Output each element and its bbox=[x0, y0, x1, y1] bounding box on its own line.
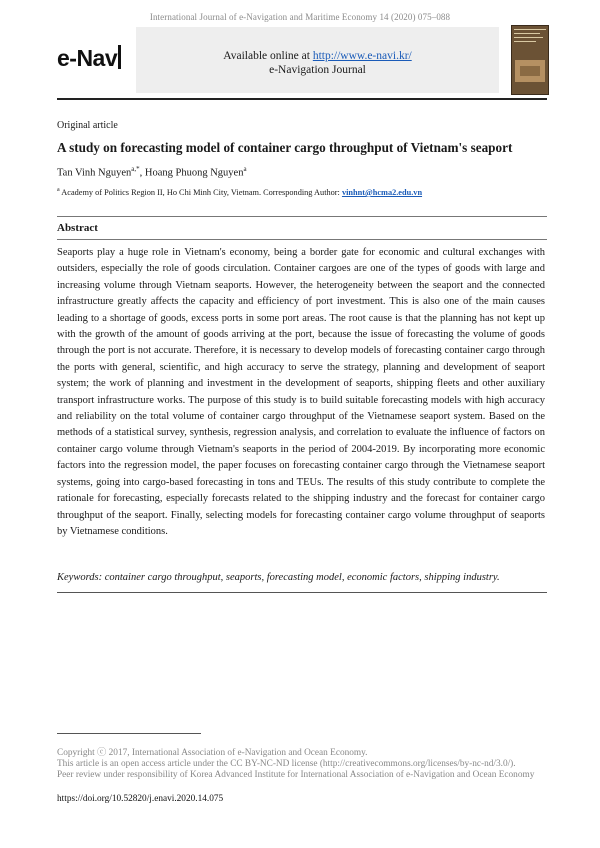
keywords: Keywords: container cargo throughput, seaports, forecasting model, economic factors, shipping industry. bbox=[57, 572, 500, 583]
masthead-divider bbox=[57, 98, 547, 100]
author-name: Hoang Phuong Nguyen bbox=[144, 167, 244, 179]
article-type: Original article bbox=[57, 120, 118, 131]
article-title: A study on forecasting model of container cargo throughput of Vietnam's seaport bbox=[57, 140, 513, 155]
running-head: International Journal of e-Navigation and Maritime Economy 14 (2020) 075–088 bbox=[149, 12, 451, 22]
doi-link[interactable]: https://doi.org/10.52820/j.enavi.2020.14.075 bbox=[57, 794, 224, 804]
journal-url-link[interactable]: http://www.e-navi.kr/ bbox=[312, 50, 412, 62]
logo-bar-icon bbox=[118, 45, 121, 69]
author-list: Tan Vinh Nguyen$^{a,*}$, Hoang Phuong Nguyen$^a$ bbox=[57, 165, 247, 179]
divider bbox=[57, 216, 547, 217]
availability-banner bbox=[136, 27, 499, 93]
abstract-text: Seaports play a huge role in Vietnam's economy, being a border gate for economic and cultural exchanges with outsiders, especially the role of goods circulation. Container cargoes are one of the types of goods with large and increasing volume through Vietnam seaports. However, the heterogeneity between the seaport and the connected infrastructure greatly affects the capacity and efficiency of port investment. This is also one of the main causes leading to a shortage of goods, excess ports in some port areas. The root cause is that the planning has not kept up with the growth of the amount of goods arriving at the port, because the issue of forecasting the volume of goods through the port is not accurate. Therefore, it is necessary to develop models of forecasting container cargo through the ports with general, scientific, and high accuracy to serve the strategy, planning and development of seaport system; the work of planning and investment in the development of seaports, shipping fleets and other auxiliary transport infrastructure works. The purpose of this study is to build suitable forecasting models with high accuracy and reliability on the total volume of container cargo throughput of the Vietnamese seaport system. Based on the methods of a statistical survey, synthesis, regression analysis, and correlation to evaluate the influence of factors on container cargo volume through Vietnam's seaports in the period of 2004-2019. By incorporating more economic factors into the regression model, the paper focuses on forecasting container cargo through the Vietnamese seaport systems, going into cargo-based forecasting in tons and TEUs. The results of this study contribute to complete the rationale for forecasting, especially forecasts related to the shipping industry and the forecast for container cargo throughput of the seaport. Finally, selecting models for forecasting container cargo volume throughput of seaports by Vietnamese conditions. bbox=[57, 247, 545, 537]
journal-name: e-Navigation Journal bbox=[269, 64, 366, 76]
license-notice: This article is an open access article under the CC BY-NC-ND license (http://creativecommons.org/licenses/by-nc-nd/3.0/). Peer review under responsibility of Korea Advanced Institute for International Association of e-Navigation and Ocean Economy bbox=[57, 759, 535, 780]
available-prefix: Available online at bbox=[223, 50, 313, 62]
author-name: Tan Vinh Nguyen bbox=[57, 167, 132, 179]
copyright-notice: Copyright ⓒ 2017, International Association of e-Navigation and Ocean Economy. bbox=[57, 748, 368, 758]
footnote-rule bbox=[57, 733, 201, 734]
masthead bbox=[57, 27, 547, 97]
divider bbox=[57, 239, 547, 240]
abstract-heading: Abstract bbox=[57, 222, 98, 234]
corresponding-email-link[interactable]: vinhnt@hcma2.edu.vn bbox=[341, 187, 423, 197]
author-superscript: a,* bbox=[131, 165, 140, 173]
affiliation: $^a$ Academy of Politics Region II, Ho Chi Minh City, Vietnam. Corresponding Author: vinhnt@hcma2.edu.vn bbox=[57, 187, 423, 197]
journal-logo bbox=[57, 45, 121, 72]
journal-cover-thumbnail bbox=[511, 25, 549, 95]
author-superscript: a bbox=[243, 165, 247, 173]
logo-text: e-Nav bbox=[57, 45, 118, 71]
divider bbox=[57, 592, 547, 593]
